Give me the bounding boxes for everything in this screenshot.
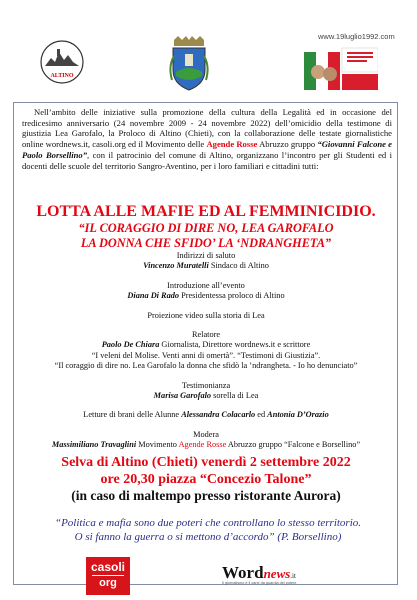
comune-crest-icon xyxy=(168,36,210,92)
subtitle-line-2: LA DONNA CHE SFIDO’ LA ‘NDRANGHETA” xyxy=(80,236,332,250)
site-url: www.19luglio1992.com xyxy=(318,32,395,41)
letture-entry: Letture di brani delle Alunne Alessandra Colacarlo ed Antonia D’Orazio xyxy=(83,410,329,420)
relatore-label: Relatore xyxy=(191,330,221,340)
wordnews-logo: Wordnews.it Il giornalismo è il cane da guardia del potere xyxy=(222,563,297,585)
svg-text:ALTINO: ALTINO xyxy=(50,73,74,79)
intro-entry: Diana Di Rado Presidentessa proloco di Altino xyxy=(127,291,285,301)
headline-block xyxy=(14,203,398,251)
relatore-entry: Paolo De Chiara Giornalista, Direttore wordnews.it e scrittore xyxy=(101,340,311,350)
agende-rosse-logo xyxy=(304,42,378,92)
logo-bar xyxy=(0,0,417,100)
wordnews-tagline: Il giornalismo è il cane da guardia del potere xyxy=(222,581,297,585)
video-entry: Proiezione video sulla storia di Lea xyxy=(147,310,265,320)
intro-label: Introduzione all’evento xyxy=(167,280,245,290)
event-details xyxy=(14,455,398,505)
gruppo-name: “Giovanni Falcone e Paolo Borsellino” xyxy=(22,139,392,160)
testimonianza-label: Testimonianza xyxy=(181,380,231,390)
intro-paragraph: Nell’ambito delle iniziative sulla promozione della cultura della Legalità ed in occasione del tredicesimo anniversario (24 novembre 2009 - 24 novembre 2022) dell’omicidio della testimone di giustizia Lea Garofalo, la Proloco di Altino (Chieti), con la collaborazione delle testate giornalistiche online wordnews.it, casoli.org ed il Movimento delle Agende Rosse Abruzzo gruppo “Giovanni Falcone e Paolo Borsellino”, con il patrocinio del comune di Altino, organizzano l’incontro per gli Studenti ed i docenti delle scuole del territorio Sangro-Aventino, per i loro familiari e cittadini tutti: xyxy=(22,107,392,171)
saluto-entry: Vincenzo Muratelli Sindaco di Altino xyxy=(143,261,269,271)
saluto-label: Indirizzi di saluto xyxy=(176,251,236,260)
testimonianza-entry: Marisa Garofalo sorella di Lea xyxy=(153,391,259,401)
agende-rosse-text: Agende Rosse xyxy=(206,139,258,150)
books-line-2: “Il coraggio di dire no. Lea Garofalo la donna che sfidò la ’ndrangheta. - Io ho denunciato” xyxy=(54,361,358,371)
quote-author: (P. Borsellino) xyxy=(274,530,342,543)
books-line-1: “I veleni del Molise. Venti anni di omertà”. “Testimoni di Giustizia”. xyxy=(91,350,321,360)
modera-label: Modera xyxy=(193,429,219,439)
modera-entry: Massimiliano Travaglini Movimento Agende Rosse Abruzzo gruppo “Falcone e Borsellino” xyxy=(51,440,361,450)
subtitle-line-1: “IL CORAGGIO DI DIRE NO, LEA GAROFALO xyxy=(78,221,334,235)
page-title: LOTTA ALLE MAFIE ED AL FEMMINICIDIO. xyxy=(36,203,376,220)
program-list xyxy=(14,251,398,451)
event-alternative: (in caso di maltempo presso ristorante Aurora) xyxy=(71,488,341,503)
casoli-logo: casoli org xyxy=(86,557,130,595)
event-date: Selva di Altino (Chieti) venerdì 2 settembre 2022 xyxy=(61,455,351,470)
altino-town-logo xyxy=(37,40,87,86)
event-time-place: ore 20,30 piazza “Concezio Talone” xyxy=(100,471,312,487)
borsellino-quote: “Politica e mafia sono due poteri che controllano lo stesso territorio. O si fanno la guerra o si mettono d’accordo” (P. Borsellino) xyxy=(54,517,362,543)
